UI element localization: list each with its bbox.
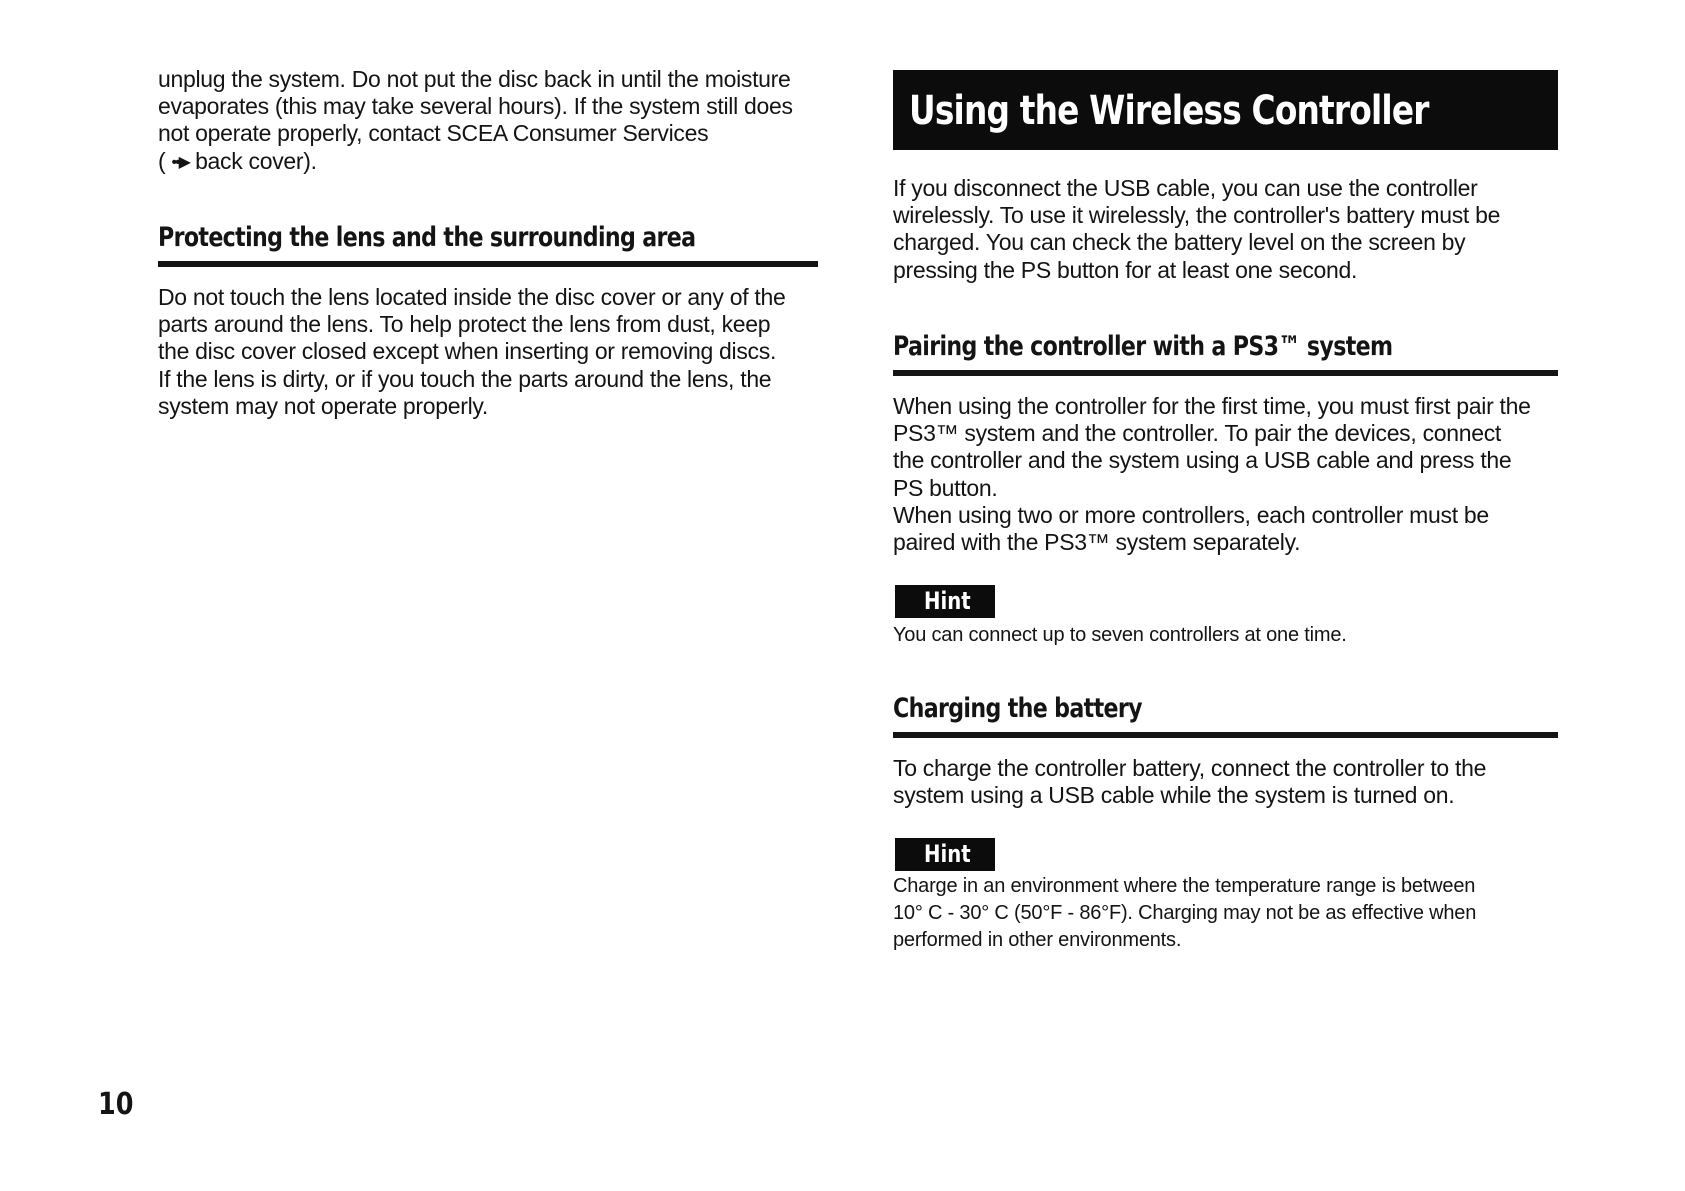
lens-line-4: If the lens is dirty, or if you touch the parts around the lens, the [158,365,772,392]
see-reference-arrow-icon: ••▶ [171,153,189,171]
continuation-line-1: unplug the system. Do not put the disc back in until the moisture [158,66,791,92]
intro-line-1: If you disconnect the USB cable, you can use the controller [893,175,1478,201]
pairing-line-3: the controller and the system using a USB cable and press the [893,447,1512,474]
pairing-paragraph [893,393,1558,556]
chapter-title: Using the Wireless Controller [909,88,1429,134]
pairing-hint-text [893,622,1558,649]
charging-hint-text [893,873,1558,954]
pairing-section-rule [893,370,1558,376]
back-cover-reference: back cover). [195,147,317,174]
page-number: 10 [98,1087,134,1122]
pairing-hint-badge [895,585,995,618]
charging-paragraph [893,755,1558,809]
charging-line-2: system using a USB cable while the system is turned on. [893,782,1455,809]
intro-line-2: wirelessly. To use it wirelessly, the controller's battery must be [893,202,1501,229]
continuation-paragraph [158,66,818,176]
intro-paragraph [893,175,1558,284]
pairing-section-heading: Pairing the controller with a PS3™ system [893,331,1393,362]
charging-line-1: To charge the controller battery, connect the controller to the [893,755,1487,781]
lens-line-1: Do not touch the lens located inside the disc cover or any of the [158,284,786,310]
intro-line-4: pressing the PS button for at least one second. [893,256,1358,283]
lens-section-heading: Protecting the lens and the surrounding area [158,222,696,253]
pairing-hint-label: Hint [924,587,971,615]
continuation-line-3: not operate properly, contact SCEA Consumer Services [158,120,709,147]
lens-line-3: the disc cover closed except when inserting or removing discs. [158,338,777,365]
lens-section-paragraph [158,284,818,420]
pairing-line-1: When using the controller for the first time, you must first pair the [893,393,1531,419]
chapter-title-banner [893,70,1558,150]
charging-hint-badge [895,838,995,871]
charging-hint-label: Hint [924,840,971,868]
charging-section-rule [893,732,1558,738]
open-paren: ( [158,147,166,174]
charging-hint-line-1: Charge in an environment where the temperature range is between [893,875,1476,897]
continuation-line-2: evaporates (this may take several hours). If the system still does [158,93,793,120]
pairing-line-2: PS3™ system and the controller. To pair the devices, connect [893,420,1502,447]
pairing-hint-line: You can connect up to seven controllers at one time. [893,624,1347,646]
lens-line-5: system may not operate properly. [158,392,489,419]
pairing-line-4: PS button. [893,474,998,501]
lens-section-rule [158,261,818,267]
lens-line-2: parts around the lens. To help protect the lens from dust, keep [158,311,771,338]
charging-hint-line-2: 10° C - 30° C (50°F - 86°F). Charging may not be as effective when [893,902,1477,924]
charging-hint-line-3: performed in other environments. [893,929,1182,951]
pairing-line-6: paired with the PS3™ system separately. [893,529,1301,556]
charging-section-heading: Charging the battery [893,693,1142,724]
intro-line-3: charged. You can check the battery level on the screen by [893,229,1466,256]
pairing-line-5: When using two or more controllers, each controller must be [893,501,1489,528]
continuation-line-4 [158,148,818,176]
